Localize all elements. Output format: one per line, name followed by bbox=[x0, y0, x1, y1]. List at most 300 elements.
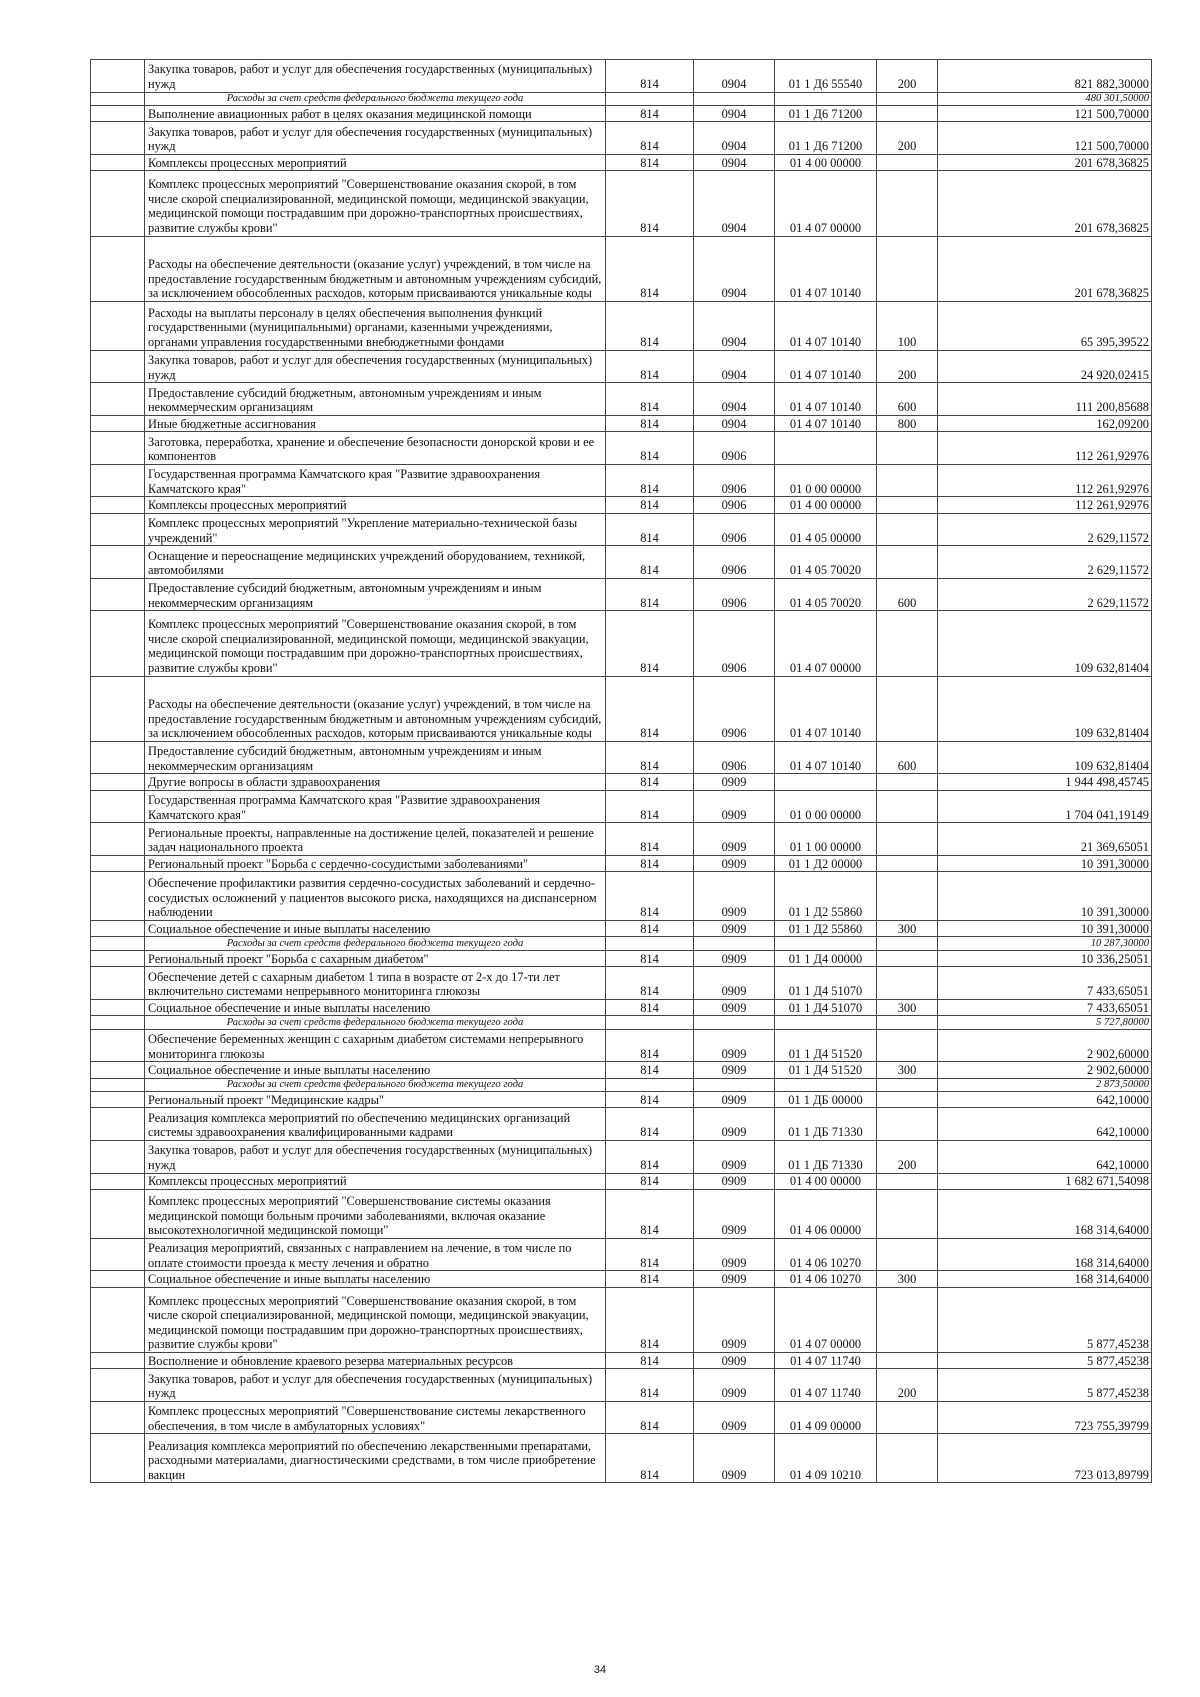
cell-name: Оснащение и переоснащение медицинских учреждений оборудованием, техникой, автомобилями bbox=[145, 546, 606, 579]
cell-sum: 821 882,30000 bbox=[938, 60, 1152, 93]
table-row bbox=[91, 106, 1152, 122]
cell-blank bbox=[91, 60, 145, 93]
cell-sum: 10 391,30000 bbox=[938, 921, 1152, 937]
cell-vr bbox=[877, 1238, 938, 1271]
cell-ved: 814 bbox=[606, 741, 694, 774]
cell-rzpr: 0904 bbox=[694, 60, 775, 93]
cell-sum: 5 727,80000 bbox=[938, 1016, 1152, 1030]
cell-sum: 112 261,92976 bbox=[938, 497, 1152, 513]
cell-blank bbox=[91, 432, 145, 465]
cell-blank bbox=[91, 1369, 145, 1402]
cell-csr: 01 1 ДБ 00000 bbox=[775, 1092, 877, 1108]
cell-csr bbox=[775, 1078, 877, 1092]
cell-sum: 121 500,70000 bbox=[938, 122, 1152, 155]
cell-vr bbox=[877, 1401, 938, 1434]
cell-blank bbox=[91, 415, 145, 431]
cell-sum: 121 500,70000 bbox=[938, 106, 1152, 122]
cell-sum: 2 873,50000 bbox=[938, 1078, 1152, 1092]
cell-blank bbox=[91, 1062, 145, 1078]
cell-csr: 01 1 Д4 51520 bbox=[775, 1062, 877, 1078]
cell-blank bbox=[91, 122, 145, 155]
cell-vr bbox=[877, 92, 938, 106]
cell-vr bbox=[877, 464, 938, 497]
cell-csr: 01 0 00 00000 bbox=[775, 790, 877, 823]
cell-name: Заготовка, переработка, хранение и обеспечение безопасности донорской крови и ее компонентов bbox=[145, 432, 606, 465]
cell-sum: 5 877,45238 bbox=[938, 1369, 1152, 1402]
cell-vr bbox=[877, 872, 938, 921]
cell-csr: 01 4 07 11740 bbox=[775, 1352, 877, 1368]
cell-name: Предоставление субсидий бюджетным, автономным учреждениям и иным некоммерческим организациям bbox=[145, 383, 606, 416]
cell-sum: 10 336,25051 bbox=[938, 950, 1152, 966]
cell-sum: 642,10000 bbox=[938, 1108, 1152, 1141]
cell-blank bbox=[91, 1287, 145, 1352]
cell-name: Комплексы процессных мероприятий bbox=[145, 1173, 606, 1189]
cell-sum: 10 287,30000 bbox=[938, 937, 1152, 951]
table-row bbox=[91, 1108, 1152, 1141]
cell-csr: 01 4 00 00000 bbox=[775, 155, 877, 171]
cell-csr: 01 4 07 11740 bbox=[775, 1369, 877, 1402]
cell-blank bbox=[91, 92, 145, 106]
cell-vr bbox=[877, 1173, 938, 1189]
cell-vr: 200 bbox=[877, 1141, 938, 1174]
cell-blank bbox=[91, 855, 145, 871]
cell-blank bbox=[91, 950, 145, 966]
cell-sum: 168 314,64000 bbox=[938, 1189, 1152, 1238]
cell-ved: 814 bbox=[606, 1401, 694, 1434]
table-row bbox=[91, 497, 1152, 513]
federal-note-row bbox=[91, 937, 1152, 951]
cell-rzpr: 0909 bbox=[694, 1092, 775, 1108]
cell-vr bbox=[877, 236, 938, 301]
cell-ved: 814 bbox=[606, 999, 694, 1015]
cell-vr bbox=[877, 155, 938, 171]
table-row bbox=[91, 1029, 1152, 1062]
cell-csr: 01 1 Д2 00000 bbox=[775, 855, 877, 871]
cell-name: Реализация комплекса мероприятий по обеспечению лекарственными препаратами, расходными материалами, диагностическими средствами, в том числе приобретение вакцин bbox=[145, 1434, 606, 1483]
cell-ved: 814 bbox=[606, 1173, 694, 1189]
cell-sum: 111 200,85688 bbox=[938, 383, 1152, 416]
cell-blank bbox=[91, 1189, 145, 1238]
cell-name: Предоставление субсидий бюджетным, автономным учреждениям и иным некоммерческим организациям bbox=[145, 741, 606, 774]
table-row bbox=[91, 741, 1152, 774]
cell-name: Комплекс процессных мероприятий "Укрепление материально-технической базы учреждений" bbox=[145, 513, 606, 546]
cell-rzpr: 0909 bbox=[694, 872, 775, 921]
cell-blank bbox=[91, 1173, 145, 1189]
cell-ved: 814 bbox=[606, 872, 694, 921]
cell-csr: 01 1 ДБ 71330 bbox=[775, 1141, 877, 1174]
cell-blank bbox=[91, 1029, 145, 1062]
cell-csr: 01 4 06 10270 bbox=[775, 1271, 877, 1287]
cell-ved: 814 bbox=[606, 383, 694, 416]
cell-blank bbox=[91, 921, 145, 937]
cell-name: Закупка товаров, работ и услуг для обеспечения государственных (муниципальных) нужд bbox=[145, 1369, 606, 1402]
cell-csr: 01 1 Д4 00000 bbox=[775, 950, 877, 966]
cell-rzpr: 0909 bbox=[694, 1238, 775, 1271]
cell-name: Государственная программа Камчатского края "Развитие здравоохранения Камчатского края" bbox=[145, 790, 606, 823]
cell-name: Комплексы процессных мероприятий bbox=[145, 155, 606, 171]
cell-vr bbox=[877, 855, 938, 871]
cell-ved: 814 bbox=[606, 1108, 694, 1141]
cell-ved: 814 bbox=[606, 967, 694, 1000]
cell-rzpr: 0909 bbox=[694, 999, 775, 1015]
cell-name: Обеспечение детей с сахарным диабетом 1 типа в возрасте от 2-х до 17-ти лет включительно системами непрерывного мониторинга глюкозы bbox=[145, 967, 606, 1000]
table-row bbox=[91, 1141, 1152, 1174]
cell-ved: 814 bbox=[606, 921, 694, 937]
table-row bbox=[91, 1173, 1152, 1189]
cell-name: Другие вопросы в области здравоохранения bbox=[145, 774, 606, 790]
cell-ved: 814 bbox=[606, 106, 694, 122]
table-row bbox=[91, 60, 1152, 93]
cell-sum: 480 301,50000 bbox=[938, 92, 1152, 106]
table-row bbox=[91, 967, 1152, 1000]
cell-vr: 100 bbox=[877, 301, 938, 350]
cell-csr: 01 4 07 10140 bbox=[775, 741, 877, 774]
table-row bbox=[91, 578, 1152, 611]
cell-rzpr: 0909 bbox=[694, 1352, 775, 1368]
cell-sum: 65 395,39522 bbox=[938, 301, 1152, 350]
cell-ved: 814 bbox=[606, 464, 694, 497]
cell-sum: 24 920,02415 bbox=[938, 350, 1152, 383]
cell-blank bbox=[91, 676, 145, 741]
cell-csr: 01 4 09 00000 bbox=[775, 1401, 877, 1434]
cell-ved: 814 bbox=[606, 1434, 694, 1483]
federal-note-row bbox=[91, 1078, 1152, 1092]
cell-blank bbox=[91, 106, 145, 122]
table-row bbox=[91, 1287, 1152, 1352]
cell-name: Расходы на обеспечение деятельности (оказание услуг) учреждений, в том числе на предоставление государственным бюджетным и автономным учреждениям субсидий, за исключением обособленных расходов, которым присваиваются уникальные коды bbox=[145, 676, 606, 741]
cell-vr: 200 bbox=[877, 1369, 938, 1402]
cell-blank bbox=[91, 578, 145, 611]
cell-ved: 814 bbox=[606, 1092, 694, 1108]
cell-blank bbox=[91, 1401, 145, 1434]
cell-blank bbox=[91, 155, 145, 171]
cell-blank bbox=[91, 1271, 145, 1287]
cell-rzpr: 0909 bbox=[694, 774, 775, 790]
table-row bbox=[91, 999, 1152, 1015]
cell-rzpr: 0906 bbox=[694, 676, 775, 741]
table-body bbox=[91, 60, 1152, 1483]
cell-name: Закупка товаров, работ и услуг для обеспечения государственных (муниципальных) нужд bbox=[145, 1141, 606, 1174]
table-row bbox=[91, 1352, 1152, 1368]
cell-name: Социальное обеспечение и иные выплаты населению bbox=[145, 1271, 606, 1287]
federal-note-row bbox=[91, 1016, 1152, 1030]
cell-rzpr: 0906 bbox=[694, 432, 775, 465]
cell-csr bbox=[775, 937, 877, 951]
cell-sum: 2 629,11572 bbox=[938, 513, 1152, 546]
table-row bbox=[91, 855, 1152, 871]
cell-name: Комплекс процессных мероприятий "Совершенствование оказания скорой, в том числе скорой специализированной, медицинской помощи, медицинской эвакуации, медицинской помощи пострадавшим при дорожно-транспортных происшествиях, развитие службы крови" bbox=[145, 171, 606, 236]
cell-vr bbox=[877, 950, 938, 966]
cell-rzpr: 0904 bbox=[694, 122, 775, 155]
table-row bbox=[91, 301, 1152, 350]
cell-rzpr: 0909 bbox=[694, 1173, 775, 1189]
cell-blank bbox=[91, 1238, 145, 1271]
cell-csr: 01 4 07 00000 bbox=[775, 1287, 877, 1352]
cell-ved: 814 bbox=[606, 823, 694, 856]
table-row bbox=[91, 872, 1152, 921]
cell-ved: 814 bbox=[606, 546, 694, 579]
table-row bbox=[91, 122, 1152, 155]
cell-sum: 162,09200 bbox=[938, 415, 1152, 431]
cell-csr: 01 1 Д4 51520 bbox=[775, 1029, 877, 1062]
table-row bbox=[91, 676, 1152, 741]
cell-csr: 01 4 07 10140 bbox=[775, 383, 877, 416]
cell-ved: 814 bbox=[606, 415, 694, 431]
table-row bbox=[91, 1369, 1152, 1402]
cell-csr: 01 1 Д6 55540 bbox=[775, 60, 877, 93]
cell-vr bbox=[877, 1189, 938, 1238]
cell-name: Государственная программа Камчатского края "Развитие здравоохранения Камчатского края" bbox=[145, 464, 606, 497]
cell-rzpr: 0906 bbox=[694, 611, 775, 676]
table-row bbox=[91, 1271, 1152, 1287]
cell-name: Региональный проект "Борьба с сахарным диабетом" bbox=[145, 950, 606, 966]
cell-name: Социальное обеспечение и иные выплаты населению bbox=[145, 1062, 606, 1078]
cell-vr bbox=[877, 171, 938, 236]
cell-rzpr: 0904 bbox=[694, 383, 775, 416]
cell-csr: 01 1 Д4 51070 bbox=[775, 967, 877, 1000]
cell-sum: 112 261,92976 bbox=[938, 432, 1152, 465]
cell-vr bbox=[877, 497, 938, 513]
cell-rzpr: 0904 bbox=[694, 155, 775, 171]
cell-ved: 814 bbox=[606, 774, 694, 790]
cell-rzpr: 0909 bbox=[694, 1189, 775, 1238]
cell-blank bbox=[91, 171, 145, 236]
cell-sum: 5 877,45238 bbox=[938, 1287, 1152, 1352]
cell-vr: 300 bbox=[877, 921, 938, 937]
table-row bbox=[91, 546, 1152, 579]
cell-csr: 01 4 07 10140 bbox=[775, 350, 877, 383]
cell-rzpr bbox=[694, 1016, 775, 1030]
cell-vr bbox=[877, 937, 938, 951]
cell-ved bbox=[606, 92, 694, 106]
cell-rzpr: 0906 bbox=[694, 464, 775, 497]
cell-sum: 2 902,60000 bbox=[938, 1062, 1152, 1078]
cell-blank bbox=[91, 1092, 145, 1108]
cell-csr: 01 1 Д6 71200 bbox=[775, 106, 877, 122]
cell-name: Расходы на выплаты персоналу в целях обеспечения выполнения функций государственными (муниципальными) органами, казенными учреждениями, органами управления государственными внебюджетными фондами bbox=[145, 301, 606, 350]
cell-name: Комплекс процессных мероприятий "Совершенствование системы оказания медицинской помощи больным прочими заболеваниями, включая оказание высокотехнологичной медицинской помощи" bbox=[145, 1189, 606, 1238]
cell-ved: 814 bbox=[606, 1141, 694, 1174]
cell-ved: 814 bbox=[606, 236, 694, 301]
cell-vr: 300 bbox=[877, 999, 938, 1015]
cell-rzpr: 0906 bbox=[694, 546, 775, 579]
cell-rzpr: 0909 bbox=[694, 1287, 775, 1352]
cell-csr bbox=[775, 432, 877, 465]
cell-name: Социальное обеспечение и иные выплаты населению bbox=[145, 999, 606, 1015]
cell-ved: 814 bbox=[606, 60, 694, 93]
cell-rzpr bbox=[694, 937, 775, 951]
cell-sum: 1 682 671,54098 bbox=[938, 1173, 1152, 1189]
cell-rzpr: 0904 bbox=[694, 415, 775, 431]
cell-vr bbox=[877, 513, 938, 546]
cell-csr: 01 4 06 00000 bbox=[775, 1189, 877, 1238]
cell-sum: 109 632,81404 bbox=[938, 676, 1152, 741]
cell-sum: 2 629,11572 bbox=[938, 546, 1152, 579]
cell-sum: 642,10000 bbox=[938, 1092, 1152, 1108]
cell-blank bbox=[91, 301, 145, 350]
cell-sum: 109 632,81404 bbox=[938, 611, 1152, 676]
cell-rzpr: 0906 bbox=[694, 578, 775, 611]
cell-ved: 814 bbox=[606, 1238, 694, 1271]
cell-sum: 5 877,45238 bbox=[938, 1352, 1152, 1368]
cell-csr: 01 4 05 70020 bbox=[775, 578, 877, 611]
cell-rzpr: 0909 bbox=[694, 1062, 775, 1078]
cell-ved: 814 bbox=[606, 855, 694, 871]
cell-blank bbox=[91, 937, 145, 951]
cell-ved: 814 bbox=[606, 950, 694, 966]
table-row bbox=[91, 415, 1152, 431]
cell-ved: 814 bbox=[606, 122, 694, 155]
cell-rzpr: 0909 bbox=[694, 967, 775, 1000]
cell-ved: 814 bbox=[606, 1352, 694, 1368]
cell-rzpr: 0909 bbox=[694, 1029, 775, 1062]
cell-ved: 814 bbox=[606, 611, 694, 676]
cell-blank bbox=[91, 999, 145, 1015]
cell-blank bbox=[91, 513, 145, 546]
cell-blank bbox=[91, 823, 145, 856]
cell-vr bbox=[877, 790, 938, 823]
cell-rzpr: 0904 bbox=[694, 350, 775, 383]
cell-sum: 7 433,65051 bbox=[938, 999, 1152, 1015]
cell-rzpr: 0909 bbox=[694, 1141, 775, 1174]
cell-vr: 300 bbox=[877, 1271, 938, 1287]
cell-blank bbox=[91, 790, 145, 823]
cell-vr bbox=[877, 611, 938, 676]
cell-name: Реализация мероприятий, связанных с направлением на лечение, в том числе по оплате стоимости проезда к месту лечения и обратно bbox=[145, 1238, 606, 1271]
cell-sum: 1 704 041,19149 bbox=[938, 790, 1152, 823]
cell-sum: 168 314,64000 bbox=[938, 1271, 1152, 1287]
cell-sum: 10 391,30000 bbox=[938, 855, 1152, 871]
cell-name: Закупка товаров, работ и услуг для обеспечения государственных (муниципальных) нужд bbox=[145, 350, 606, 383]
cell-ved: 814 bbox=[606, 1287, 694, 1352]
table-row bbox=[91, 155, 1152, 171]
cell-rzpr: 0904 bbox=[694, 236, 775, 301]
cell-csr: 01 4 07 10140 bbox=[775, 236, 877, 301]
cell-name: Социальное обеспечение и иные выплаты населению bbox=[145, 921, 606, 937]
cell-name: Расходы за счет средств федерального бюджета текущего года bbox=[145, 1016, 606, 1030]
cell-ved: 814 bbox=[606, 1189, 694, 1238]
table-row bbox=[91, 383, 1152, 416]
cell-name: Выполнение авиационных работ в целях оказания медицинской помощи bbox=[145, 106, 606, 122]
cell-csr: 01 1 Д2 55860 bbox=[775, 921, 877, 937]
table-row bbox=[91, 1092, 1152, 1108]
table-row bbox=[91, 790, 1152, 823]
table-row bbox=[91, 171, 1152, 236]
cell-ved: 814 bbox=[606, 155, 694, 171]
cell-ved: 814 bbox=[606, 497, 694, 513]
cell-csr: 01 4 09 10210 bbox=[775, 1434, 877, 1483]
table-row bbox=[91, 921, 1152, 937]
cell-blank bbox=[91, 774, 145, 790]
table-row bbox=[91, 236, 1152, 301]
cell-name: Закупка товаров, работ и услуг для обеспечения государственных (муниципальных) нужд bbox=[145, 122, 606, 155]
cell-vr: 300 bbox=[877, 1062, 938, 1078]
table-row bbox=[91, 350, 1152, 383]
cell-sum: 112 261,92976 bbox=[938, 464, 1152, 497]
cell-name: Восполнение и обновление краевого резерва материальных ресурсов bbox=[145, 1352, 606, 1368]
cell-blank bbox=[91, 1016, 145, 1030]
cell-csr bbox=[775, 1016, 877, 1030]
cell-sum: 7 433,65051 bbox=[938, 967, 1152, 1000]
cell-blank bbox=[91, 236, 145, 301]
cell-vr: 200 bbox=[877, 122, 938, 155]
cell-blank bbox=[91, 497, 145, 513]
cell-ved bbox=[606, 937, 694, 951]
cell-rzpr: 0909 bbox=[694, 1434, 775, 1483]
cell-vr bbox=[877, 967, 938, 1000]
cell-ved: 814 bbox=[606, 1271, 694, 1287]
cell-name: Комплекс процессных мероприятий "Совершенствование оказания скорой, в том числе скорой специализированной, медицинской помощи, медицинской эвакуации, медицинской помощи пострадавшим при дорожно-транспортных происшествиях, развитие службы крови" bbox=[145, 1287, 606, 1352]
table-row bbox=[91, 1434, 1152, 1483]
cell-blank bbox=[91, 1108, 145, 1141]
cell-ved: 814 bbox=[606, 171, 694, 236]
cell-name: Комплексы процессных мероприятий bbox=[145, 497, 606, 513]
cell-vr bbox=[877, 432, 938, 465]
cell-ved: 814 bbox=[606, 790, 694, 823]
table-row bbox=[91, 513, 1152, 546]
table-row bbox=[91, 1189, 1152, 1238]
cell-blank bbox=[91, 611, 145, 676]
cell-blank bbox=[91, 546, 145, 579]
cell-blank bbox=[91, 967, 145, 1000]
cell-vr bbox=[877, 546, 938, 579]
cell-vr bbox=[877, 676, 938, 741]
cell-vr bbox=[877, 774, 938, 790]
cell-sum: 201 678,36825 bbox=[938, 155, 1152, 171]
cell-ved: 814 bbox=[606, 301, 694, 350]
cell-name: Обеспечение профилактики развития сердечно-сосудистых заболеваний и сердечно-сосудистых осложнений у пациентов высокого риска, находящихся на диспансерном наблюдении bbox=[145, 872, 606, 921]
federal-note-row bbox=[91, 92, 1152, 106]
cell-sum: 109 632,81404 bbox=[938, 741, 1152, 774]
cell-ved: 814 bbox=[606, 513, 694, 546]
table-row bbox=[91, 950, 1152, 966]
cell-vr: 600 bbox=[877, 578, 938, 611]
cell-rzpr: 0909 bbox=[694, 1108, 775, 1141]
cell-blank bbox=[91, 741, 145, 774]
cell-ved: 814 bbox=[606, 1029, 694, 1062]
cell-csr: 01 4 07 10140 bbox=[775, 301, 877, 350]
table-row bbox=[91, 774, 1152, 790]
cell-rzpr: 0909 bbox=[694, 921, 775, 937]
cell-ved: 814 bbox=[606, 578, 694, 611]
cell-rzpr: 0906 bbox=[694, 741, 775, 774]
cell-name: Комплекс процессных мероприятий "Совершенствование оказания скорой, в том числе скорой специализированной, медицинской помощи, медицинской эвакуации, медицинской помощи пострадавшим при дорожно-транспортных происшествиях, развитие службы крови" bbox=[145, 611, 606, 676]
cell-name: Обеспечение беременных женщин с сахарным диабетом системами непрерывного мониторинга глюкозы bbox=[145, 1029, 606, 1062]
cell-name: Региональные проекты, направленные на достижение целей, показателей и решение задач национального проекта bbox=[145, 823, 606, 856]
cell-csr: 01 4 07 00000 bbox=[775, 171, 877, 236]
cell-rzpr: 0909 bbox=[694, 950, 775, 966]
cell-vr: 600 bbox=[877, 741, 938, 774]
cell-name: Реализация комплекса мероприятий по обеспечению медицинских организаций системы здравоохранения квалифицированными кадрами bbox=[145, 1108, 606, 1141]
cell-vr: 200 bbox=[877, 350, 938, 383]
cell-rzpr bbox=[694, 1078, 775, 1092]
cell-rzpr: 0909 bbox=[694, 790, 775, 823]
cell-sum: 723 013,89799 bbox=[938, 1434, 1152, 1483]
cell-ved: 814 bbox=[606, 676, 694, 741]
table-row bbox=[91, 1401, 1152, 1434]
cell-name: Региональный проект "Медицинские кадры" bbox=[145, 1092, 606, 1108]
table-row bbox=[91, 1238, 1152, 1271]
cell-vr: 600 bbox=[877, 383, 938, 416]
cell-sum: 168 314,64000 bbox=[938, 1238, 1152, 1271]
cell-vr bbox=[877, 1092, 938, 1108]
table-row bbox=[91, 464, 1152, 497]
cell-rzpr: 0909 bbox=[694, 855, 775, 871]
cell-vr bbox=[877, 1434, 938, 1483]
cell-ved bbox=[606, 1016, 694, 1030]
cell-ved: 814 bbox=[606, 1062, 694, 1078]
cell-csr: 01 4 06 10270 bbox=[775, 1238, 877, 1271]
